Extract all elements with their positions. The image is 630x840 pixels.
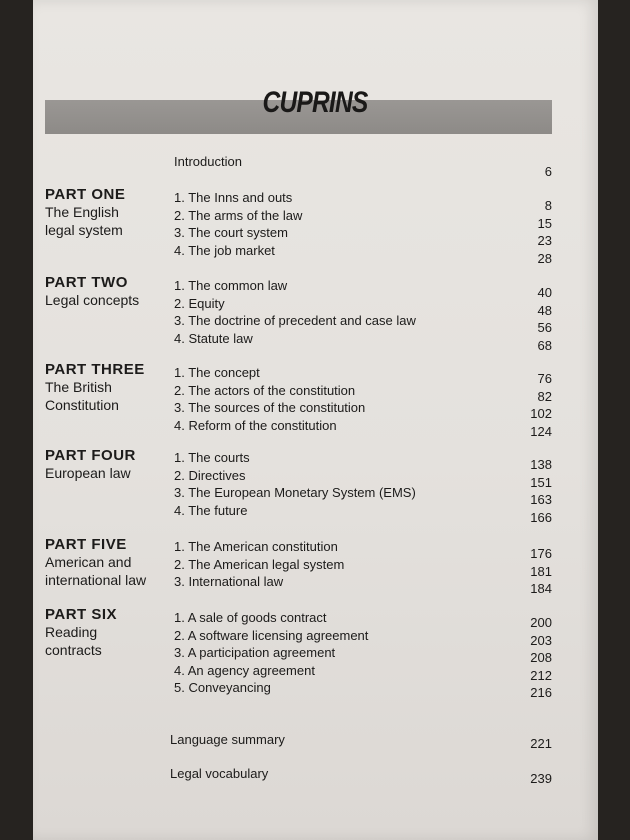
part-five-heading bbox=[45, 536, 146, 589]
page-number: 124 bbox=[530, 423, 552, 439]
chapter-entry: 2. Equity bbox=[174, 295, 225, 311]
part-three-chapters bbox=[174, 364, 365, 434]
part-subtitle-line: Legal concepts bbox=[45, 292, 140, 308]
part-two-pages bbox=[500, 284, 552, 354]
part-label: PART TWO bbox=[45, 274, 128, 291]
part-subtitle-line: Reading bbox=[45, 624, 98, 640]
page-number: 82 bbox=[537, 388, 552, 404]
part-label: PART THREE bbox=[45, 361, 145, 378]
chapter-entry: 1. The concept bbox=[174, 365, 260, 380]
chapter-entry: 2. The actors of the constitution bbox=[174, 382, 356, 398]
part-label: PART ONE bbox=[45, 186, 126, 203]
part-one-chapters bbox=[174, 189, 302, 259]
page-number: 184 bbox=[530, 581, 552, 596]
chapter-entry: 4. The job market bbox=[174, 242, 275, 258]
chapter-entry: 1. The courts bbox=[174, 450, 250, 465]
chapter-entry: 2. The American legal system bbox=[174, 556, 345, 572]
part-one-pages bbox=[500, 197, 552, 267]
page-number: 163 bbox=[530, 492, 552, 507]
part-subtitle-line: American and bbox=[45, 554, 132, 570]
part-subtitle-line: The British bbox=[45, 379, 112, 395]
part-four-heading bbox=[45, 447, 136, 483]
page-number: 8 bbox=[544, 198, 552, 213]
chapter-entry: 3. The court system bbox=[174, 225, 288, 240]
chapter-entry: 4. Statute law bbox=[174, 330, 253, 346]
part-subtitle-line: contracts bbox=[45, 641, 102, 658]
part-five-chapters bbox=[174, 538, 344, 591]
chapter-entry: 2. The arms of the law bbox=[174, 207, 303, 223]
part-two-chapters bbox=[174, 277, 416, 347]
page-number: 102 bbox=[530, 406, 552, 421]
part-four-pages bbox=[500, 456, 552, 526]
page-number: 76 bbox=[537, 371, 552, 386]
page-number: 200 bbox=[530, 615, 552, 630]
part-subtitle-line: The English bbox=[45, 204, 119, 220]
part-label: PART SIX bbox=[45, 606, 118, 623]
part-one-heading bbox=[45, 186, 125, 239]
page-number: 151 bbox=[530, 474, 552, 490]
part-label: PART FOUR bbox=[45, 447, 136, 464]
chapter-entry: 2. Directives bbox=[174, 467, 246, 483]
introduction-entry: Introduction bbox=[174, 154, 242, 169]
chapter-entry: 1. A sale of goods contract bbox=[174, 610, 327, 625]
page-number: 216 bbox=[530, 685, 552, 700]
language-summary-page-number: 221 bbox=[530, 736, 552, 751]
part-three-heading bbox=[45, 361, 145, 414]
page-number: 138 bbox=[530, 457, 552, 472]
chapter-entry: 5. Conveyancing bbox=[174, 680, 271, 695]
page-number: 203 bbox=[530, 632, 552, 648]
chapter-entry: 1. The American constitution bbox=[174, 539, 338, 554]
part-subtitle-line: Constitution bbox=[45, 396, 119, 413]
part-two-heading bbox=[45, 274, 139, 310]
chapter-entry: 3. The European Monetary System (EMS) bbox=[174, 485, 416, 500]
chapter-entry: 4. The future bbox=[174, 502, 248, 518]
chapter-entry: 3. The doctrine of precedent and case law bbox=[174, 313, 416, 328]
part-six-heading bbox=[45, 606, 117, 659]
legal-vocabulary-entry: Legal vocabulary bbox=[170, 766, 269, 781]
chapter-entry: 3. The sources of the constitution bbox=[174, 400, 366, 415]
page-number: 23 bbox=[537, 233, 552, 248]
page-number: 56 bbox=[537, 320, 552, 335]
chapter-entry: 1. The common law bbox=[174, 278, 288, 293]
page-number: 166 bbox=[530, 509, 552, 525]
part-five-pages bbox=[500, 545, 552, 598]
part-subtitle-line: legal system bbox=[45, 221, 123, 238]
part-four-chapters bbox=[174, 449, 416, 519]
page-number: 68 bbox=[537, 337, 552, 353]
page-number: 176 bbox=[530, 546, 552, 561]
page-title: CUPRINS bbox=[262, 86, 368, 119]
page-number: 48 bbox=[537, 302, 552, 318]
chapter-entry: 4. Reform of the constitution bbox=[174, 417, 337, 433]
part-six-pages bbox=[500, 614, 552, 702]
legal-vocabulary-page-number: 239 bbox=[530, 771, 552, 786]
introduction-page-number: 6 bbox=[544, 164, 552, 179]
page-number: 15 bbox=[537, 215, 552, 231]
chapter-entry: 3. A participation agreement bbox=[174, 645, 336, 660]
chapter-entry: 2. A software licensing agreement bbox=[174, 627, 369, 643]
page-number: 212 bbox=[530, 667, 552, 683]
page-number: 181 bbox=[530, 563, 552, 579]
page-number: 28 bbox=[537, 250, 552, 266]
part-subtitle-line: international law bbox=[45, 571, 147, 588]
part-label: PART FIVE bbox=[45, 536, 127, 553]
part-subtitle-line: European law bbox=[45, 465, 131, 481]
language-summary-entry: Language summary bbox=[170, 732, 285, 747]
chapter-entry: 1. The Inns and outs bbox=[174, 190, 293, 205]
part-six-chapters bbox=[174, 609, 368, 697]
chapter-entry: 3. International law bbox=[174, 574, 284, 589]
part-three-pages bbox=[500, 370, 552, 440]
chapter-entry: 4. An agency agreement bbox=[174, 662, 315, 678]
page-number: 40 bbox=[537, 285, 552, 300]
page-number: 208 bbox=[530, 650, 552, 665]
